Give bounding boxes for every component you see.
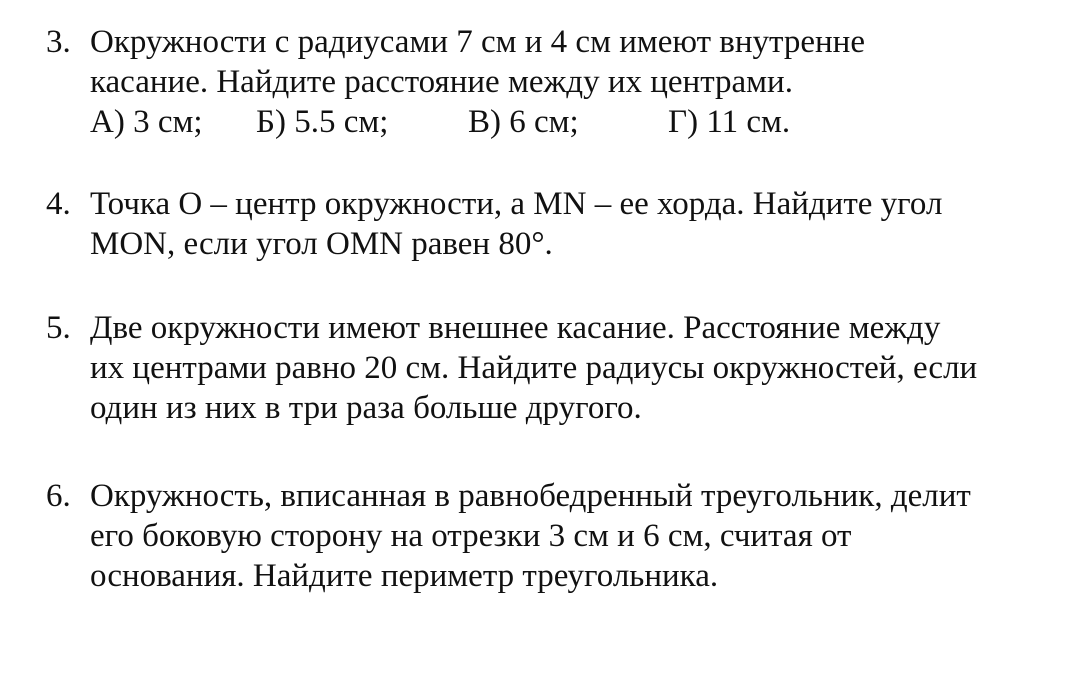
problem-line: Окружности с радиусами 7 см и 4 см имеют внутренне [90,24,865,60]
problem-line: Окружность, вписанная в равнобедренный треугольник, делит [90,478,971,514]
problem-line: один из них в три раза больше другого. [90,390,642,426]
problem-number: 3. [46,24,71,60]
problem-line: Две окружности имеют внешнее касание. Расстояние между [90,310,941,346]
problem-line: MON, если угол OMN равен 80°. [90,226,553,262]
problem-line: касание. Найдите расстояние между их центрами. [90,64,793,100]
problem-text [90,308,977,428]
problem-number: 4. [46,186,71,222]
problem-line: их центрами равно 20 см. Найдите радиусы окружностей, если [90,350,978,386]
problem-text [90,476,971,596]
problem-line: его боковую сторону на отрезки 3 см и 6 см, считая от [90,518,852,554]
problem-text [90,22,865,142]
answer-options [90,102,865,142]
problem-number: 6. [46,478,71,514]
answer-option-v: В) 6 см; [468,104,579,140]
answer-option-a: А) 3 см; [90,104,203,140]
answer-option-g: Г) 11 см. [668,104,791,140]
problem-number: 5. [46,310,71,346]
answer-option-b: Б) 5.5 см; [256,104,389,140]
problem-line: Точка О – центр окружности, а MN – ее хорда. Найдите угол [90,186,943,222]
problem-line: основания. Найдите периметр треугольника. [90,558,719,594]
problem-text [90,184,942,264]
